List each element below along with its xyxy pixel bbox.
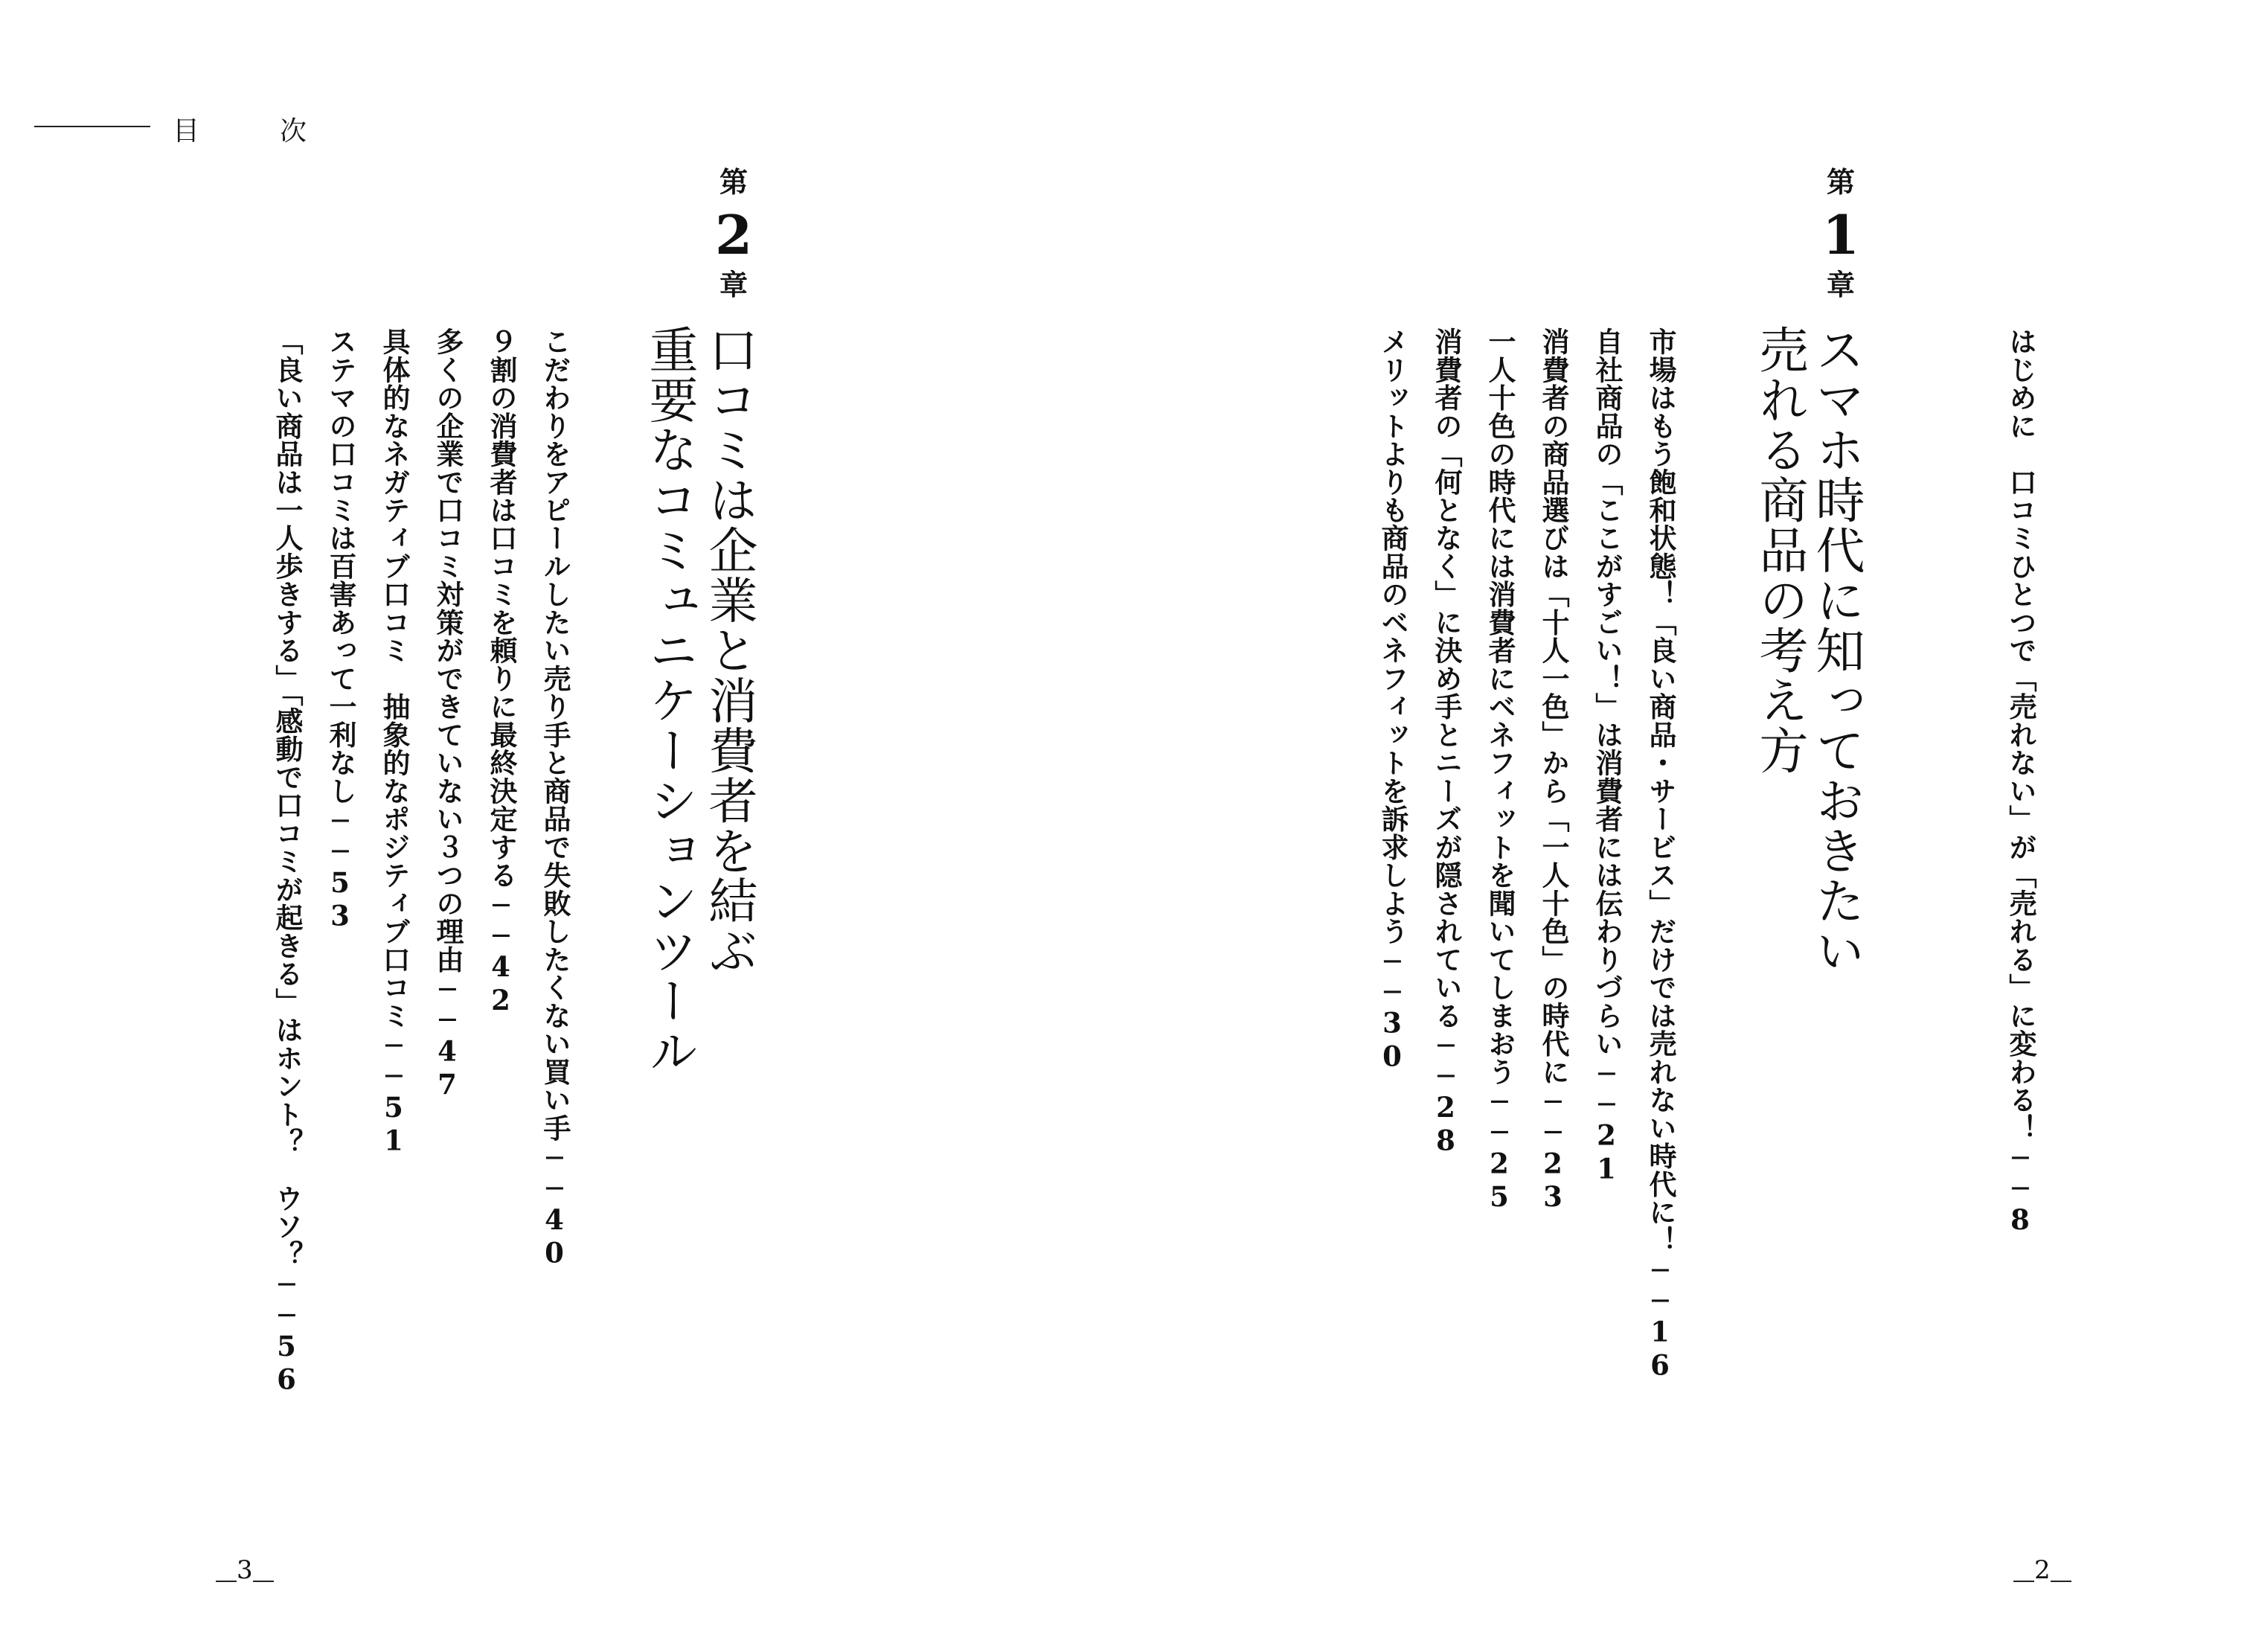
intro-entry[interactable]: はじめに 口コミひとつで「売れない」が「売れる」に変わる！──8 (2004, 327, 2036, 1237)
chapter2-title-line2: 重要なコミュニケーションツール (641, 324, 698, 1076)
folio-left (216, 1555, 274, 1585)
chapter2-entry-6[interactable]: 「良い商品は一人歩きする」「感動で口コミが起きる」はホント？ ウソ？──56 (270, 327, 303, 1397)
folio-right-number: 2 (2034, 1555, 2051, 1585)
chapter2-entry-3[interactable]: 多くの企業で口コミ対策ができていない３つの理由──47 (431, 327, 464, 1101)
chapter2-entry-5[interactable]: ステマの口コミは百害あって一利なし──53 (324, 327, 356, 933)
chapter1-mark (1811, 165, 1871, 301)
chapter1-entry-6[interactable]: メリットよりも商品のベネフィットを訴求しよう──30 (1376, 327, 1408, 1074)
chapter2-number: 2 (714, 203, 753, 266)
header-rule (34, 126, 150, 127)
chapter1-entry-5[interactable]: 消費者の「何となく」に決め手とニーズが隠されている──28 (1429, 327, 1462, 1158)
chapter2-entry-2[interactable]: ９割の消費者は口コミを頼りに最終決定する──42 (484, 327, 517, 1017)
chapter1-entry-3[interactable]: 消費者の商品選びは「十人一色」から「一人十色」の時代に──23 (1536, 327, 1569, 1214)
chapter1-dai: 第 (1826, 165, 1855, 199)
chapter2-dai: 第 (719, 165, 748, 199)
chapter1-entry-1[interactable]: 市場はもう飽和状態！「良い商品・サービス」だけでは売れない時代に！──16 (1644, 327, 1676, 1383)
chapter1-number: 1 (1821, 203, 1860, 266)
running-head-title: 目 次 (173, 116, 334, 147)
folio-left-number: 3 (237, 1555, 253, 1585)
chapter2-title-line1: 口コミは企業と消費者を結ぶ (700, 324, 757, 976)
chapter1-entry-2[interactable]: 自社商品の「ここがすごい！」は消費者には伝わりづらい──21 (1590, 327, 1623, 1186)
folio-right (2013, 1555, 2071, 1585)
chapter2-sho: 章 (719, 268, 748, 301)
chapter1-entry-4[interactable]: 一人十色の時代には消費者にベネフィットを聞いてしまおう──25 (1483, 327, 1516, 1214)
intro-entry-text: はじめに 口コミひとつで「売れない」が「売れる」に変わる！ (2004, 327, 2036, 1142)
intro-entry-page: 8 (2004, 1203, 2036, 1237)
chapter2-entry-4[interactable]: 具体的なネガティブ口コミ 抽象的なポジティブ口コミ──51 (377, 327, 410, 1158)
chapter1-title-line1: スマホ時代に知っておきたい (1807, 324, 1865, 976)
chapter2-entry-1[interactable]: こだわりをアピールしたい売り手と商品で失敗したくない買い手──40 (538, 327, 571, 1270)
chapter1-title-line2: 売れる商品の考え方 (1751, 324, 1808, 775)
chapter1-sho: 章 (1826, 268, 1855, 301)
chapter2-mark (704, 165, 763, 301)
